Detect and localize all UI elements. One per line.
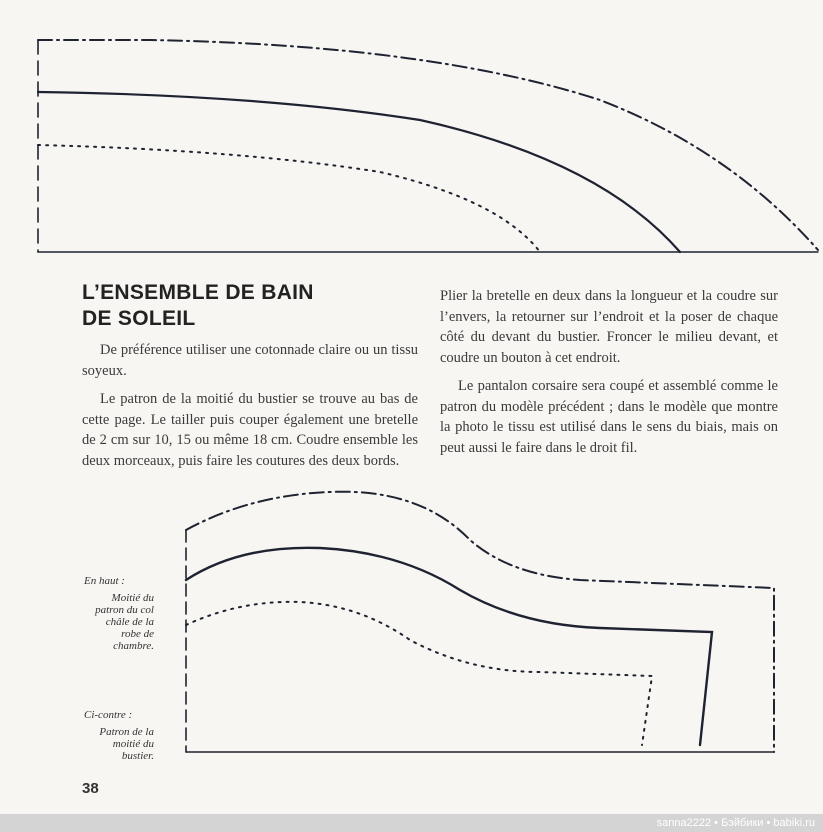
article-title [82,280,412,332]
paragraph: Plier la bretelle en deux dans la longueur et la coudre sur l’envers, la retourner sur l’endroit et la poser de chaque côté du devant du bustier. Froncer le milieu devant, et coudre un bouton à cet endroit. [440,288,778,366]
caption-top-text: Moitié du patron du col châle de la robe de chambre. [95,592,154,652]
collar-cut-line [38,40,818,250]
paragraph: Le patron de la moitié du bustier se trouve au bas de cette page. Le tailler puis couper également une bretelle de 2 cm sur 10, 15 ou même 18 cm. Coudre ensemble les deux morceaux, puis faire les coutures des deux bords. [82,391,418,469]
bustier-seam-line [186,548,712,745]
bustier-dotted-line [186,602,652,745]
page-number: 38 [82,780,99,797]
right-column [440,286,778,466]
bustier-pattern [186,492,774,752]
paragraph: Le pantalon corsaire sera coupé et assemblé comme le patron du modèle précédent ; dans le modèle que montre la photo le tissu est utilisé dans le sens du biais, mais on peut aussi le faire dans le droit fil. [440,378,778,456]
article-title-line1: L’ENSEMBLE DE BAIN [82,281,314,304]
collar-seam-line [38,92,680,252]
watermark: sanna2222 • Бэйбики • babiki.ru [0,814,823,832]
left-column [82,340,418,479]
caption-top-heading: En haut : [84,575,125,587]
paragraph: De préférence utiliser une cotonnade claire ou un tissu soyeux. [82,342,418,379]
article-title-line2: DE SOLEIL [82,307,196,330]
collar-fold-line [38,145,540,252]
bustier-cut-line [186,492,774,752]
caption-bottom-heading: Ci-contre : [84,709,133,721]
caption-bottom-text: Patron de la moitié du bustier. [99,726,154,762]
